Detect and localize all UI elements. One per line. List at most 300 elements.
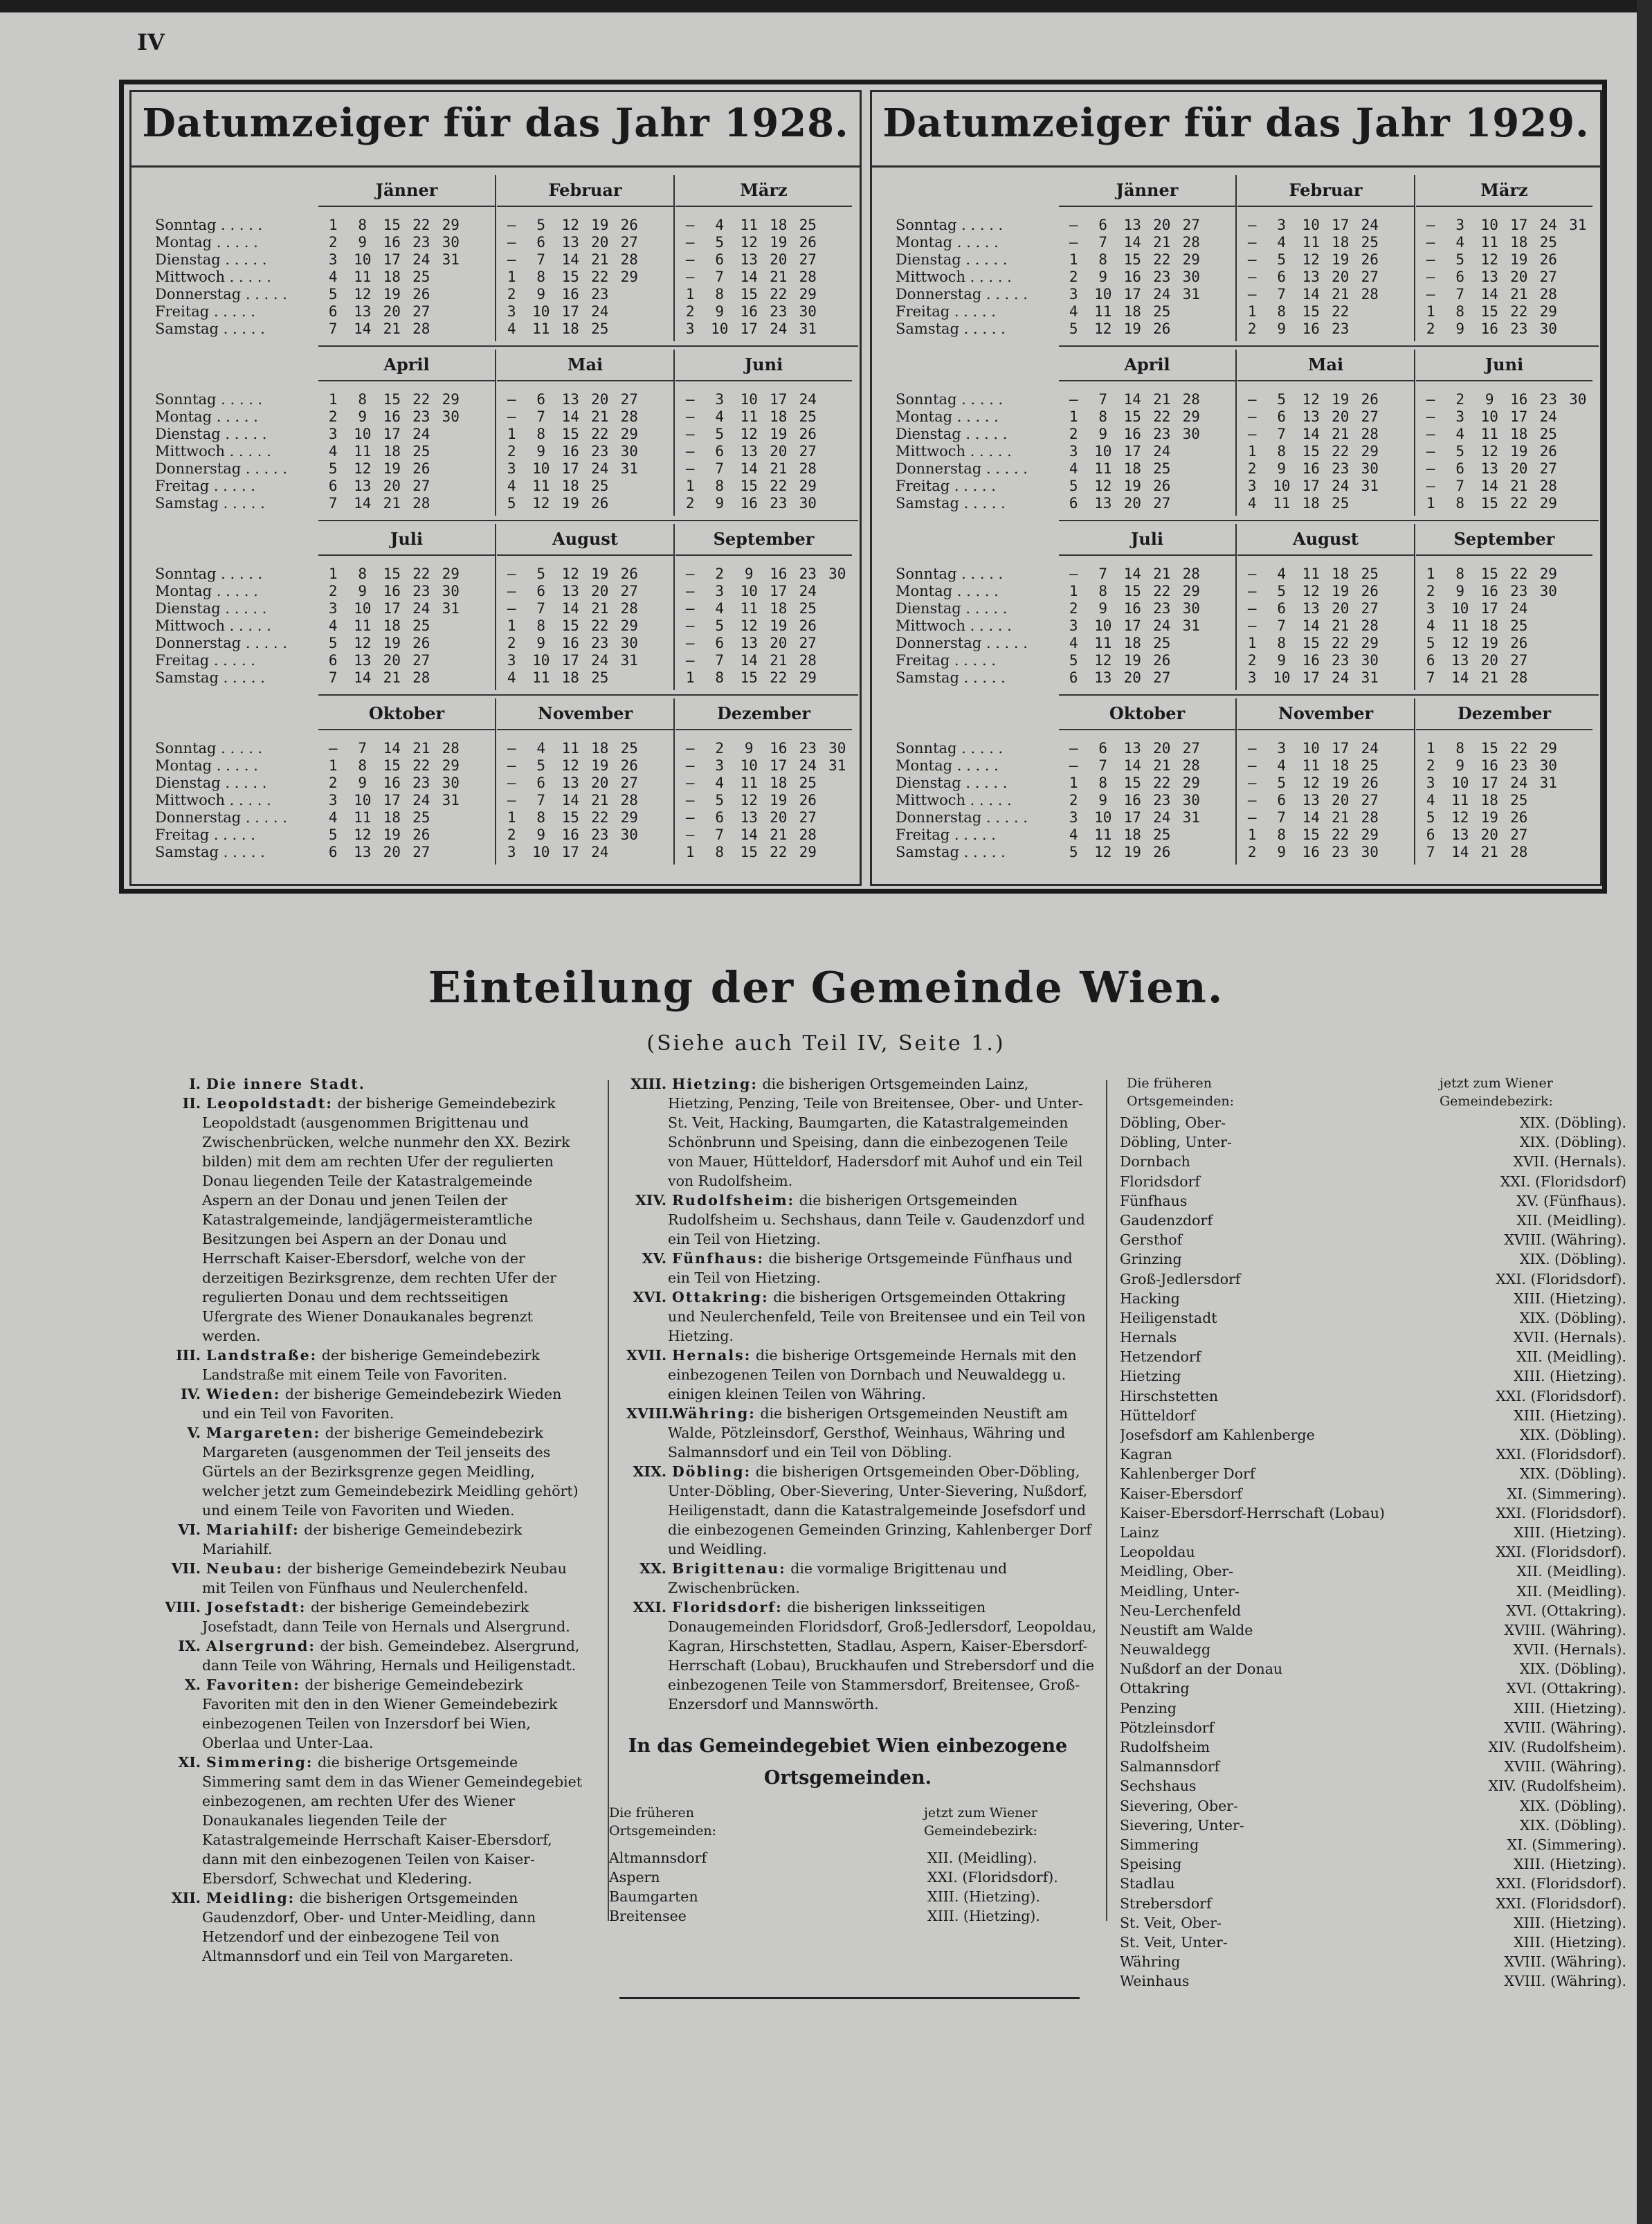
- day-cell: 17: [1332, 217, 1350, 233]
- day-cell: [644, 495, 674, 512]
- day-cell: 1: [1426, 566, 1435, 582]
- section-title: Einteilung der Gemeinde Wien.: [428, 962, 1224, 1013]
- day-cell: 1: [685, 478, 695, 494]
- day-cell: —: [507, 217, 516, 233]
- day-cell: [1385, 251, 1415, 269]
- day-cell: 10: [1451, 600, 1469, 617]
- day-cell: 17: [561, 303, 579, 320]
- weekday-label: Freitag . . . . .: [896, 303, 996, 320]
- day-cell: —: [685, 635, 695, 651]
- day-cell: 22: [1153, 408, 1171, 425]
- day-cell: 27: [1510, 826, 1528, 843]
- day-cell: 28: [412, 669, 430, 686]
- weekday-label: Mittwoch . . . . .: [896, 269, 1012, 285]
- day-cell: 24: [591, 652, 609, 669]
- district-ref: XIII. (Hietzing).: [927, 1908, 1040, 1924]
- day-cell: 1: [685, 286, 695, 302]
- day-cell: 21: [770, 652, 788, 669]
- day-cell: [1563, 234, 1593, 251]
- district-ref: XIX. (Döbling).: [1519, 1251, 1626, 1268]
- day-cell: 29: [442, 217, 460, 233]
- day-cell: 1: [685, 844, 695, 860]
- day-cell: 28: [1182, 391, 1200, 408]
- day-cell: 3: [507, 844, 516, 860]
- section-subtitle: (Siehe auch Teil IV, Seite 1.): [646, 1031, 1006, 1056]
- day-cell: 29: [1539, 566, 1557, 582]
- day-cell: [436, 495, 466, 512]
- day-cell: 13: [740, 443, 758, 460]
- weekday-label: Donnerstag . . . . .: [155, 460, 287, 477]
- day-cell: 4: [507, 478, 516, 494]
- day-cell: 22: [770, 478, 788, 494]
- district-ref: XXI. (Floridsdorf).: [927, 1869, 1058, 1886]
- day-cell: [1206, 408, 1236, 426]
- month-name: März: [675, 175, 852, 207]
- day-cell: [1534, 617, 1563, 635]
- day-cell: 4: [328, 443, 338, 460]
- weekday-label: Montag . . . . .: [155, 757, 258, 774]
- day-cell: 2: [328, 583, 338, 599]
- day-cell: 4: [507, 669, 516, 686]
- day-cell: —: [507, 583, 516, 599]
- day-cell: 21: [591, 408, 609, 425]
- day-cell: [1534, 669, 1563, 687]
- day-cell: 20: [770, 809, 788, 826]
- day-cell: 12: [740, 234, 758, 251]
- day-cell: 30: [1361, 652, 1379, 669]
- day-cell: 11: [1273, 495, 1291, 512]
- day-cell: 11: [1480, 234, 1498, 251]
- day-cell: 1: [507, 269, 516, 285]
- day-cell: —: [1069, 740, 1078, 757]
- month-days: [497, 381, 673, 512]
- district-ref: XVI. (Ottakring).: [1506, 1602, 1626, 1619]
- day-cell: 25: [591, 669, 609, 686]
- day-cell: 23: [591, 286, 609, 302]
- day-cell: 16: [1123, 426, 1141, 442]
- place-name: Fünfhaus: [1120, 1192, 1188, 1209]
- day-cell: 26: [620, 217, 638, 233]
- day-cell: 5: [1455, 251, 1465, 268]
- day-cell: 25: [412, 269, 430, 285]
- day-cell: 8: [536, 809, 546, 826]
- day-cell: 23: [412, 583, 430, 599]
- weekday-label: Dienstag . . . . .: [896, 426, 1008, 442]
- place-name: Leopoldau: [1120, 1544, 1195, 1561]
- day-cell: [823, 826, 853, 844]
- day-cell: [1206, 478, 1236, 495]
- day-cell: 11: [1480, 426, 1498, 442]
- day-cell: 24: [799, 391, 817, 408]
- day-cell: 30: [442, 234, 460, 251]
- district-ref: XVIII. (Währing).: [1504, 1231, 1626, 1249]
- day-cell: 12: [1094, 320, 1112, 337]
- day-cell: [644, 775, 674, 792]
- day-cell: 3: [1426, 600, 1435, 617]
- day-cell: 7: [536, 408, 546, 425]
- day-cell: 5: [715, 234, 725, 251]
- day-cell: 24: [1153, 809, 1171, 826]
- day-cell: [644, 583, 674, 600]
- former-header: Die früheren Ortsgemeinden:: [609, 1805, 717, 1838]
- day-cell: 29: [799, 844, 817, 860]
- day-cell: [1206, 303, 1236, 320]
- day-cell: 25: [799, 600, 817, 617]
- day-cell: 15: [1480, 303, 1498, 320]
- day-cell: 14: [1451, 844, 1469, 860]
- day-cell: 20: [383, 303, 401, 320]
- day-cell: 21: [591, 251, 609, 268]
- day-cell: 2: [328, 408, 338, 425]
- day-cell: 29: [1182, 583, 1200, 599]
- district-ref: XXI. (Floridsdorf).: [1496, 1875, 1626, 1892]
- day-cell: 18: [561, 320, 579, 337]
- day-cell: 15: [1123, 583, 1141, 599]
- day-cell: 22: [1332, 303, 1350, 320]
- day-cell: 23: [1153, 269, 1171, 285]
- weekday-label: Sonntag . . . . .: [896, 391, 1004, 408]
- day-cell: 25: [412, 809, 430, 826]
- district-ref: XVIII. (Währing).: [1504, 1973, 1626, 1990]
- district-ref: XIII. (Hietzing).: [1514, 1856, 1626, 1873]
- day-cell: 31: [828, 757, 846, 774]
- weekday-label: Dienstag . . . . .: [155, 251, 267, 268]
- day-cell: 18: [1510, 426, 1528, 442]
- place-name: Hetzendorf: [1120, 1348, 1201, 1366]
- weekday-label: Freitag . . . . .: [896, 652, 996, 669]
- day-cell: 16: [383, 583, 401, 599]
- day-cell: 16: [740, 303, 758, 320]
- day-cell: [1206, 566, 1236, 583]
- day-cell: 4: [715, 775, 725, 791]
- day-cell: 9: [1098, 792, 1108, 808]
- day-cell: 6: [1277, 269, 1287, 285]
- weekday-labels: [155, 217, 314, 338]
- month-days: [318, 556, 495, 687]
- place-name: Sechshaus: [1120, 1778, 1197, 1795]
- weekday-label: Mittwoch . . . . .: [155, 792, 271, 808]
- day-cell: 31: [1361, 669, 1379, 686]
- day-cell: 24: [1510, 600, 1528, 617]
- district-entry: [161, 1888, 583, 1966]
- quarter-rule: [1059, 694, 1599, 696]
- day-cell: [615, 478, 644, 495]
- district-ref: XIX. (Döbling).: [1519, 1816, 1626, 1834]
- day-cell: [1206, 251, 1236, 269]
- day-cell: 2: [1247, 844, 1257, 860]
- day-cell: [644, 426, 674, 443]
- day-cell: 6: [1069, 495, 1078, 512]
- day-cell: 13: [1302, 600, 1320, 617]
- day-cell: [1355, 303, 1385, 320]
- day-cell: [823, 792, 853, 809]
- day-cell: [1206, 740, 1236, 757]
- day-cell: 10: [354, 426, 372, 442]
- day-cell: 1: [1426, 495, 1435, 512]
- day-cell: 1: [328, 391, 338, 408]
- place-name: Speising: [1120, 1856, 1182, 1873]
- day-cell: 6: [1455, 269, 1465, 285]
- district-ref: XVI. (Ottakring).: [1506, 1680, 1626, 1697]
- place-name: Sievering, Ober-: [1120, 1797, 1238, 1814]
- place-name: Neu-Lerchenfeld: [1120, 1602, 1242, 1619]
- day-cell: 26: [799, 792, 817, 808]
- day-cell: [823, 269, 853, 286]
- day-cell: 23: [591, 826, 609, 843]
- district-description: der bisherige Gemeindebezirk Mariahilf.: [202, 1521, 523, 1557]
- day-cell: 11: [532, 320, 550, 337]
- day-cell: 28: [1539, 478, 1557, 494]
- day-cell: 4: [715, 600, 725, 617]
- day-cell: 5: [1455, 443, 1465, 460]
- day-cell: 6: [328, 844, 338, 860]
- day-cell: 12: [740, 426, 758, 442]
- district-ref: XVIII. (Währing).: [1504, 1758, 1626, 1775]
- month-days: [497, 207, 673, 338]
- day-cell: 26: [591, 495, 609, 512]
- day-cell: —: [1247, 566, 1257, 582]
- month-days: [1237, 381, 1414, 512]
- day-cell: —: [1426, 234, 1435, 251]
- place-name: Simmering: [1120, 1836, 1199, 1853]
- weekday-label: Mittwoch . . . . .: [896, 792, 1012, 808]
- day-cell: 20: [1480, 826, 1498, 843]
- day-cell: —: [1247, 809, 1257, 826]
- day-cell: 8: [358, 566, 367, 582]
- month-name: Juli: [318, 524, 495, 556]
- day-cell: [1563, 826, 1593, 844]
- day-cell: [1385, 320, 1415, 338]
- place-name: Weinhaus: [1120, 1973, 1190, 1990]
- day-cell: [466, 583, 496, 600]
- day-cell: 9: [1455, 757, 1465, 774]
- day-cell: 21: [1480, 669, 1498, 686]
- day-cell: 13: [561, 583, 579, 599]
- day-cell: 9: [1455, 583, 1465, 599]
- day-cell: 27: [412, 844, 430, 860]
- day-cell: [644, 286, 674, 303]
- day-cell: [823, 844, 853, 861]
- day-cell: 22: [1510, 566, 1528, 582]
- day-cell: 19: [383, 826, 401, 843]
- day-cell: 15: [561, 426, 579, 442]
- month-days: [1416, 381, 1592, 512]
- place-name: Ottakring: [1120, 1680, 1190, 1697]
- day-cell: 19: [383, 460, 401, 477]
- day-cell: [1206, 809, 1236, 826]
- day-cell: [1385, 740, 1415, 757]
- day-cell: 17: [1480, 775, 1498, 791]
- day-cell: 13: [561, 234, 579, 251]
- day-cell: 11: [1094, 303, 1112, 320]
- district-name: Währing:: [672, 1405, 756, 1422]
- day-cell: 26: [412, 826, 430, 843]
- day-cell: 6: [1098, 217, 1108, 233]
- district-name: Hernals:: [672, 1347, 752, 1364]
- day-cell: [466, 217, 496, 234]
- day-cell: [466, 408, 496, 426]
- day-cell: 8: [358, 217, 367, 233]
- day-cell: [1385, 775, 1415, 792]
- day-cell: 6: [715, 809, 725, 826]
- day-cell: 5: [328, 286, 338, 302]
- day-cell: [1385, 792, 1415, 809]
- day-cell: 4: [328, 809, 338, 826]
- day-cell: 8: [715, 844, 725, 860]
- month-days: [497, 556, 673, 687]
- page-number: IV: [137, 29, 165, 55]
- day-cell: 11: [532, 478, 550, 494]
- day-cell: 17: [383, 426, 401, 442]
- day-cell: 15: [561, 269, 579, 285]
- day-cell: [466, 443, 496, 460]
- district-description: die vormalige Brigittenau und Zwischenbrücken.: [668, 1560, 1008, 1596]
- day-cell: 8: [536, 617, 546, 634]
- district-ref: XXI. (Floridsdorf): [1500, 1173, 1626, 1190]
- place-name: Breitensee: [609, 1908, 687, 1924]
- place-name: Pötzleinsdorf: [1120, 1719, 1215, 1736]
- day-cell: 25: [799, 408, 817, 425]
- day-cell: 13: [740, 251, 758, 268]
- day-cell: 10: [740, 757, 758, 774]
- day-cell: 23: [1510, 583, 1528, 599]
- place-name: Stadlau: [1120, 1875, 1175, 1892]
- day-cell: 20: [383, 844, 401, 860]
- day-cell: [1206, 269, 1236, 286]
- day-cell: —: [1247, 269, 1257, 285]
- day-cell: 20: [1332, 269, 1350, 285]
- day-cell: 14: [1302, 286, 1320, 302]
- column-divider: [1106, 1080, 1107, 1921]
- month-days: [1059, 381, 1235, 512]
- day-cell: —: [1069, 757, 1078, 774]
- district-number: III.: [176, 1347, 201, 1364]
- day-cell: [1385, 286, 1415, 303]
- day-cell: 25: [1153, 460, 1171, 477]
- day-cell: 23: [412, 408, 430, 425]
- day-cell: [436, 635, 466, 652]
- day-cell: [615, 303, 644, 320]
- day-cell: 7: [715, 826, 725, 843]
- day-cell: —: [1247, 217, 1257, 233]
- day-cell: 23: [799, 740, 817, 757]
- day-cell: [1385, 617, 1415, 635]
- district-entry: [161, 1346, 583, 1384]
- month-block: [1059, 524, 1237, 690]
- day-cell: 29: [1539, 495, 1557, 512]
- weekday-label: Montag . . . . .: [155, 408, 258, 425]
- place-name: Döbling, Ober-: [1120, 1114, 1226, 1131]
- district-name: Floridsdorf:: [672, 1599, 783, 1616]
- day-cell: [644, 757, 674, 775]
- day-cell: 23: [1153, 600, 1171, 617]
- month-block: [318, 698, 496, 865]
- day-cell: 11: [740, 217, 758, 233]
- day-cell: 10: [711, 320, 729, 337]
- district-name: Leopoldstadt:: [206, 1095, 333, 1112]
- day-cell: [466, 844, 496, 861]
- month-days: [497, 730, 673, 861]
- district-name: Margareten:: [206, 1425, 321, 1441]
- day-cell: 16: [1480, 757, 1498, 774]
- day-cell: 15: [1302, 826, 1320, 843]
- district-ref: XII. (Meidling).: [1516, 1348, 1626, 1366]
- district-name: Ottakring:: [672, 1289, 769, 1305]
- day-cell: 17: [770, 757, 788, 774]
- day-cell: 4: [715, 217, 725, 233]
- district-entry: [161, 1074, 583, 1094]
- day-cell: 13: [1123, 217, 1141, 233]
- day-cell: 16: [383, 408, 401, 425]
- day-cell: 12: [354, 826, 372, 843]
- day-cell: 7: [1098, 391, 1108, 408]
- day-cell: 30: [442, 583, 460, 599]
- day-cell: 24: [412, 792, 430, 808]
- day-cell: 4: [1069, 303, 1078, 320]
- weekday-label: Mittwoch . . . . .: [155, 443, 271, 460]
- title-rule: [872, 165, 1600, 168]
- day-cell: 14: [1302, 809, 1320, 826]
- month-name: Oktober: [318, 698, 495, 730]
- day-cell: 27: [1153, 669, 1171, 686]
- day-cell: [1177, 320, 1206, 338]
- day-cell: 20: [591, 391, 609, 408]
- day-cell: 6: [328, 652, 338, 669]
- day-cell: [466, 303, 496, 320]
- day-cell: 10: [354, 251, 372, 268]
- day-cell: 26: [1153, 320, 1171, 337]
- calendar-title-1928: Datumzeiger für das Jahr 1928.: [142, 100, 849, 146]
- month-name: Juli: [1059, 524, 1235, 556]
- weekday-label: Donnerstag . . . . .: [896, 460, 1028, 477]
- district-name: Hietzing:: [672, 1076, 758, 1092]
- day-cell: 28: [620, 792, 638, 808]
- day-cell: 17: [770, 583, 788, 599]
- district-entry: [626, 1598, 1097, 1714]
- calendar-1928: [129, 90, 862, 886]
- day-cell: 8: [1455, 495, 1465, 512]
- day-cell: 18: [770, 775, 788, 791]
- day-cell: [823, 303, 853, 320]
- district-description: der bisherige Gemeindebezirk Neubau mit Teilen von Fünfhaus und Neulerchenfeld.: [202, 1560, 567, 1596]
- day-cell: 26: [1361, 775, 1379, 791]
- day-cell: 14: [383, 740, 401, 757]
- day-cell: 20: [770, 443, 788, 460]
- district-ref: XVIII. (Währing).: [1504, 1719, 1626, 1736]
- day-cell: 26: [1153, 478, 1171, 494]
- quarter-rule: [1059, 520, 1599, 521]
- day-cell: 12: [561, 566, 579, 582]
- day-cell: 11: [1094, 460, 1112, 477]
- weekday-label: Donnerstag . . . . .: [155, 635, 287, 651]
- day-cell: 10: [532, 652, 550, 669]
- day-cell: 20: [383, 478, 401, 494]
- day-cell: [1563, 566, 1593, 583]
- district-ref: XXI. (Floridsdorf).: [1496, 1504, 1626, 1521]
- day-cell: 8: [1455, 303, 1465, 320]
- day-cell: 13: [740, 809, 758, 826]
- day-cell: [1563, 286, 1593, 303]
- day-cell: 25: [591, 478, 609, 494]
- day-cell: 11: [1451, 617, 1469, 634]
- day-cell: 19: [1332, 583, 1350, 599]
- day-cell: [1534, 792, 1563, 809]
- day-cell: [1534, 635, 1563, 652]
- day-cell: 6: [1426, 652, 1435, 669]
- day-cell: [1385, 600, 1415, 617]
- district-ref: XVIII. (Währing).: [1504, 1621, 1626, 1638]
- day-cell: 20: [591, 234, 609, 251]
